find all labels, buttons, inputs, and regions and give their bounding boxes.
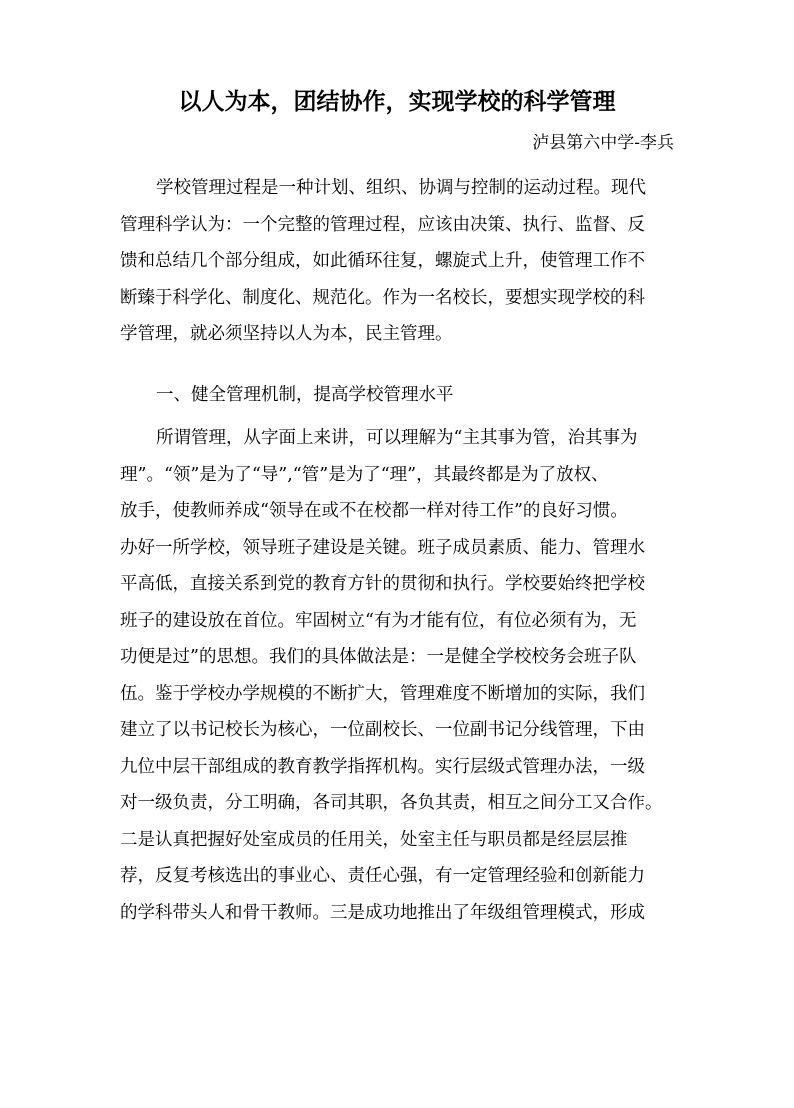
- author-line: 泸县第六中学-李兵: [532, 133, 674, 153]
- paragraph-line: 荐，反复考核选出的事业心、责任心强，有一定管理经验和创新能力: [120, 866, 645, 886]
- paragraph-line: 功便是过”的思想。我们的具体做法是：一是健全学校校务会班子队: [120, 647, 637, 667]
- paragraph-line: 对一级负责，分工明确，各司其职，各负其责，相互之间分工又合作。: [120, 793, 663, 813]
- paragraph-line: 伍。鉴于学校办学规模的不断扩大，管理难度不断增加的实际，我们: [120, 683, 645, 704]
- paragraph-line: 平高低，直接关系到党的教育方针的贯彻和执行。学校要始终把学校: [120, 574, 645, 594]
- paragraph-line: 二是认真把握好处室成员的任用关，处室主任与职员都是经层层推: [120, 829, 628, 850]
- paragraph-line: 班子的建设放在首位。牢固树立“有为才能有位，有位必须有为，无: [120, 610, 637, 631]
- paragraph-line: 理”。“领”是为了“导”,“管”是为了“理”，其最终都是为了放权、: [120, 464, 609, 485]
- paragraph-line: 建立了以书记校长为核心，一位副校长、一位副书记分线管理，下由: [120, 720, 645, 740]
- paragraph-line: 断臻于科学化、制度化、规范化。作为一名校长，要想实现学校的科: [120, 287, 645, 308]
- paragraph-line: 所谓管理，从字面上来讲，可以理解为“主其事为管，治其事为: [156, 428, 638, 448]
- paragraph-line: 放手，使教师养成“领导在或不在校都一样对待工作”的良好习惯。: [120, 501, 628, 521]
- paragraph-intro: [120, 170, 675, 353]
- paragraph-line: 办好一所学校，领导班子建设是关键。班子成员素质、能力、管理水: [120, 537, 645, 558]
- document-title: 以人为本，团结协作，实现学校的科学管理: [178, 88, 616, 115]
- paragraph-line: 管理科学认为：一个完整的管理过程，应该由决策、执行、监督、反: [120, 214, 645, 235]
- paragraph-line: 馈和总结几个部分组成，如此循环往复，螺旋式上升，使管理工作不: [120, 251, 645, 271]
- paragraph-line: 学管理，就必须坚持以人为本，民主管理。: [120, 324, 453, 344]
- paragraph-line: 的学科带头人和骨干教师。三是成功地推出了年级组管理模式，形成: [120, 902, 645, 923]
- paragraph-section1: [120, 420, 675, 931]
- section-heading: 一、健全管理机制，提高学校管理水平: [156, 385, 454, 405]
- paragraph-line: 九位中层干部组成的教育教学指挥机构。实行层级式管理办法，一级: [120, 756, 645, 777]
- paragraph-line: 学校管理过程是一种计划、组织、协调与控制的运动过程。现代: [156, 178, 646, 198]
